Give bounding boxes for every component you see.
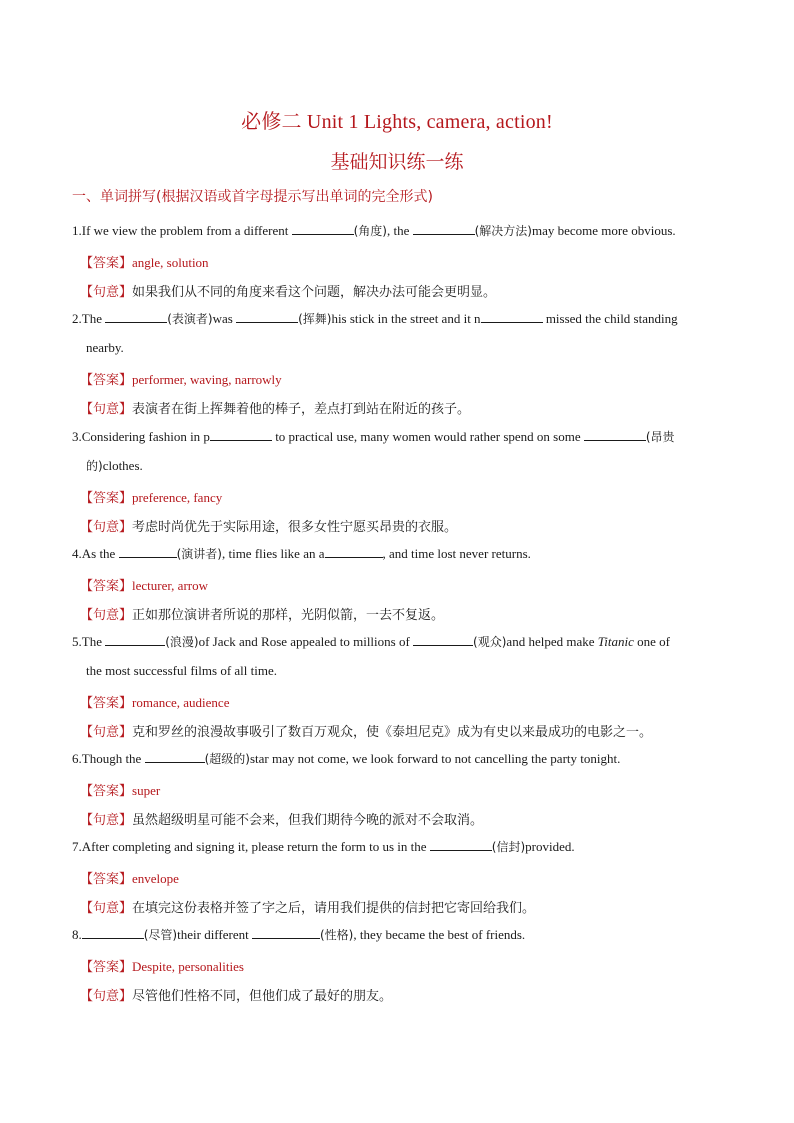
- hint-text: 的): [86, 459, 103, 473]
- question-text: star may not come, we look forward to not cancelling the party tonight.: [249, 751, 621, 766]
- answer-blank[interactable]: [413, 633, 473, 646]
- answer-label: 【答案】: [80, 256, 133, 271]
- answer-blank[interactable]: [584, 428, 646, 441]
- question-5-continued: the most successful films of all time.: [86, 663, 277, 678]
- meaning-1: [80, 281, 496, 300]
- meaning-3: [80, 516, 457, 535]
- answer-value: Despite, personalities: [132, 959, 244, 974]
- question-text: 8.: [72, 927, 82, 942]
- hint-text: (昂贵: [645, 430, 675, 444]
- question-text: 5.The: [72, 634, 106, 649]
- section-heading-label: 一、单词拼写: [72, 189, 156, 205]
- meaning-label: 【句意】: [80, 725, 133, 740]
- answer-2: [80, 369, 282, 388]
- question-text: clothes.: [102, 458, 143, 473]
- question-6: [72, 750, 620, 767]
- answer-blank[interactable]: [413, 222, 475, 235]
- meaning-6: [80, 809, 483, 828]
- answer-blank[interactable]: [105, 310, 167, 323]
- question-8: [72, 926, 525, 943]
- meaning-label: 【句意】: [80, 285, 133, 300]
- meaning-label: 【句意】: [80, 989, 133, 1004]
- answer-blank[interactable]: [119, 545, 177, 558]
- meaning-value: 表演者在街上挥舞着他的棒子，差点打到站在附近的孩子。: [132, 402, 471, 417]
- question-text: 3.Considering fashion in p: [72, 429, 210, 444]
- answer-blank[interactable]: [481, 310, 543, 323]
- answer-value: envelope: [132, 871, 179, 886]
- section-heading: [72, 186, 433, 206]
- answer-4: [80, 575, 208, 594]
- hint-text: (挥舞): [298, 312, 332, 326]
- meaning-2: [80, 398, 470, 417]
- answer-blank[interactable]: [236, 310, 298, 323]
- question-text: and helped make: [506, 634, 598, 649]
- meaning-value: 如果我们从不同的角度来看这个问题，解决办法可能会更明显。: [132, 285, 497, 300]
- answer-label: 【答案】: [80, 784, 133, 799]
- question-text: one of: [633, 634, 670, 649]
- hint-text: (演讲者): [176, 547, 222, 561]
- answer-blank[interactable]: [210, 428, 272, 441]
- hint-text: (尽管): [143, 928, 178, 942]
- answer-value: lecturer, arrow: [132, 578, 209, 593]
- question-text: 6.Though the: [72, 751, 145, 766]
- answer-label: 【答案】: [80, 696, 133, 711]
- meaning-5: [80, 721, 652, 740]
- answer-blank[interactable]: [82, 926, 144, 939]
- answer-3: [80, 487, 222, 506]
- page-subtitle: 基础知识练一练: [330, 152, 464, 173]
- question-text: , they became the best of friends.: [353, 927, 526, 942]
- answer-label: 【答案】: [80, 373, 133, 388]
- answer-value: super: [132, 783, 161, 798]
- answer-blank[interactable]: [105, 633, 165, 646]
- answer-label: 【答案】: [80, 872, 133, 887]
- question-text: of Jack and Rose appealed to millions of: [198, 634, 414, 649]
- answer-label: 【答案】: [80, 579, 133, 594]
- answer-blank[interactable]: [145, 750, 205, 763]
- hint-text: (性格): [319, 928, 354, 942]
- question-text: 4.As the: [72, 546, 119, 561]
- answer-5: [80, 692, 229, 711]
- question-text: his stick in the street and it n: [331, 311, 481, 326]
- answer-value: angle, solution: [132, 255, 209, 270]
- meaning-label: 【句意】: [80, 520, 133, 535]
- section-heading-note: (根据汉语或首字母提示写出单词的完全形式): [156, 189, 433, 205]
- question-text: , time flies like an a: [221, 546, 325, 561]
- answer-1: [80, 252, 209, 271]
- question-text: 1.If we view the problem from a different: [72, 223, 292, 238]
- meaning-value: 克和罗丝的浪漫故事吸引了数百万观众，使《泰坦尼克》成为有史以来最成功的电影之一。: [132, 725, 653, 740]
- meaning-label: 【句意】: [80, 608, 133, 623]
- meaning-value: 在填完这份表格并签了字之后，请用我们提供的信封把它寄回给我们。: [132, 901, 536, 916]
- question-1: [72, 222, 676, 239]
- meaning-label: 【句意】: [80, 813, 133, 828]
- question-3-continued: [86, 457, 143, 474]
- question-3: [72, 428, 675, 445]
- meaning-value: 考虑时尚优先于实际用途，很多女性宁愿买昂贵的衣服。: [132, 520, 458, 535]
- meaning-label: 【句意】: [80, 402, 133, 417]
- hint-text: (超级的): [204, 752, 250, 766]
- answer-blank[interactable]: [252, 926, 320, 939]
- answer-label: 【答案】: [80, 491, 133, 506]
- answer-value: preference, fancy: [132, 490, 223, 505]
- question-7: [72, 838, 575, 855]
- page-title: 必修二 Unit 1 Lights, camera, action!: [241, 111, 553, 133]
- meaning-label: 【句意】: [80, 901, 133, 916]
- answer-label: 【答案】: [80, 960, 133, 975]
- hint-text: (浪漫): [165, 635, 199, 649]
- meaning-8: [80, 985, 392, 1004]
- question-text: , and time lost never returns.: [382, 546, 531, 561]
- question-text: , the: [386, 223, 413, 238]
- question-text: may become more obvious.: [532, 223, 676, 238]
- meaning-value: 尽管他们性格不同，但他们成了最好的朋友。: [132, 989, 393, 1004]
- question-5: [72, 633, 670, 650]
- hint-text: (解决方法): [474, 224, 532, 238]
- meaning-4: [80, 604, 444, 623]
- answer-6: [80, 780, 160, 799]
- meaning-value: 虽然超级明星可能不会来，但我们期待今晚的派对不会取消。: [132, 813, 484, 828]
- question-text: 7.After completing and signing it, please return the form to us in the: [72, 839, 430, 854]
- hint-text: (观众): [473, 635, 507, 649]
- hint-text: (表演者): [167, 312, 213, 326]
- question-text: to practical use, many women would rather spend on some: [271, 429, 584, 444]
- film-title: Titanic: [597, 634, 634, 649]
- question-2-continued: nearby.: [86, 340, 124, 355]
- answer-blank[interactable]: [292, 222, 354, 235]
- question-text: missed the child standing: [542, 311, 678, 326]
- question-text: was: [212, 311, 237, 326]
- answer-8: [80, 956, 244, 975]
- question-text: 2.The: [72, 311, 106, 326]
- question-4: [72, 545, 531, 562]
- answer-value: romance, audience: [132, 695, 230, 710]
- answer-value: performer, waving, narrowly: [132, 372, 282, 387]
- hint-text: (角度): [353, 224, 387, 238]
- answer-7: [80, 868, 179, 887]
- answer-blank[interactable]: [430, 838, 492, 851]
- meaning-value: 正如那位演讲者所说的那样，光阴似箭，一去不复返。: [132, 608, 445, 623]
- answer-blank[interactable]: [325, 545, 383, 558]
- question-text: provided.: [525, 839, 575, 854]
- hint-text: (信封): [491, 840, 526, 854]
- meaning-7: [80, 897, 535, 916]
- question-2: [72, 310, 678, 327]
- question-text: their different: [177, 927, 252, 942]
